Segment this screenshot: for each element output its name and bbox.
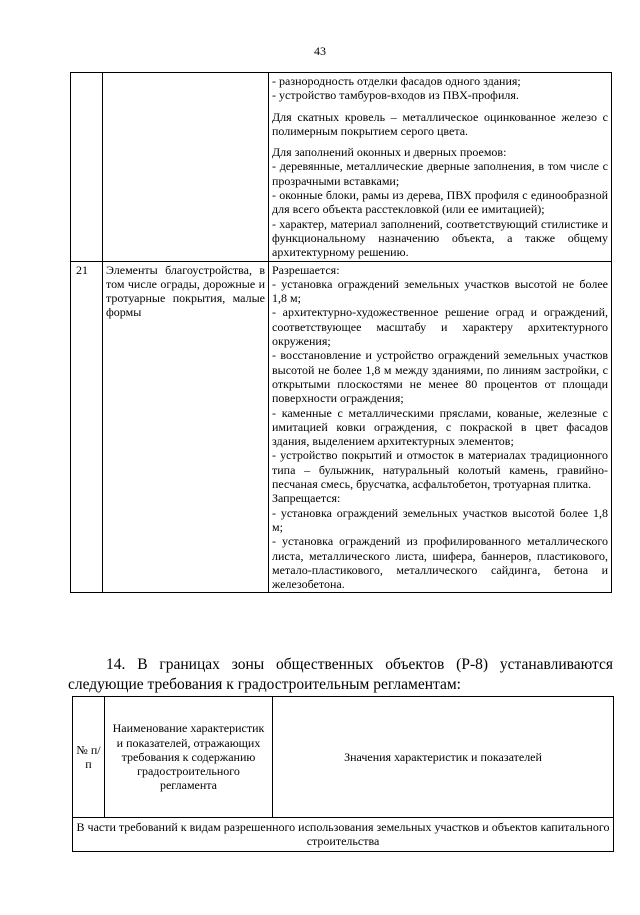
table-row [71,261,612,593]
list-item: - архитектурно-художественное решение оград и ограждений, соответствующее масштабу и характеру архитектурного окружения; [272,305,608,349]
row-name-cell-empty [103,73,269,262]
list-item: - разнородность отделки фасадов одного здания; [272,74,521,88]
allowed-title: Разрешается: [272,262,340,277]
list-item: - установка ограждений из профилированного металлического листа, металлического листа, шифера, баннеров, пластикового, метало-пластикового, металлического сайдинга, бетона и железобетона. [272,534,608,592]
paragraph-14 [68,655,613,695]
requirements-table-continued [70,72,612,593]
page-number: 43 [314,44,326,58]
header-name: Наименование характеристик и показателей, отражающих требования к содержанию градостроительного регламента [105,697,273,818]
row-values-cell [269,261,612,593]
roofs-text: Для скатных кровель – металлическое оцинкованное железо с полимерным покрытием серого цвета. [272,109,608,138]
row-number: 21 [71,261,103,593]
row-name-text: Элементы благоустройства, в том числе ограды, дорожные и тротуарные покрытия, малые формы [106,262,265,320]
list-item: - деревянные, металлические дверные заполнения, в том числе с прозрачными вставками; [272,159,608,188]
list-item: - оконные блоки, рамы из дерева, ПВХ профиля с единообразной для всего объекта расстекловкой (или ее имитацией); [272,188,608,217]
table-row [71,73,612,262]
list-item: - установка ограждений земельных участков высотой более 1,8 м; [272,505,608,534]
header-num: № п/п [73,697,105,818]
list-item: - устройство покрытий и отмосток в материалах традиционного типа – булыжник, натуральный колотый камень, гравийно-песчаная смесь, брусчатка, асфальтобетон, тротуарная плитка. [272,448,608,492]
list-item: - устройство тамбуров-входов из ПВХ-профиля. [272,88,519,103]
paragraph-14-text: 14. В границах зоны общественных объектов (Р-8) устанавливаются следующие требования к градостроительным регламентам: [68,656,613,693]
row-name [103,261,269,593]
forbidden-title: Запрещается: [272,491,341,506]
list-item: - характер, материал заполнений, соответствующий стилистике и функциональному назначению объекта, а также общему архитектурному решению. [272,216,608,260]
list-item: - установка ограждений земельных участков высотой не более 1,8 м; [272,276,608,306]
row-values-cell [269,73,612,262]
openings-title: Для заполнений оконных и дверных проемов: [272,145,507,160]
zone-r8-table [72,696,614,852]
row-number-cell-empty [71,73,103,262]
table-row [73,818,614,852]
header-values: Значения характеристик и показателей [273,697,614,818]
table-header-row [73,697,614,818]
list-item: - каменные с металлическими пряслами, кованые, железные с имитацией ковки ограждения, с покраской в цвет фасадов здания, выделением архитектурных элементов; [272,405,608,449]
section-row: В части требований к видам разрешенного использования земельных участков и объектов капитального строительства [73,818,614,852]
list-item: - восстановление и устройство ограждений земельных участков высотой не более 1,8 м между зданиями, по линиям застройки, с открытыми плоскостями не менее 80 процентов от площади поверхности ограждения; [272,348,608,406]
